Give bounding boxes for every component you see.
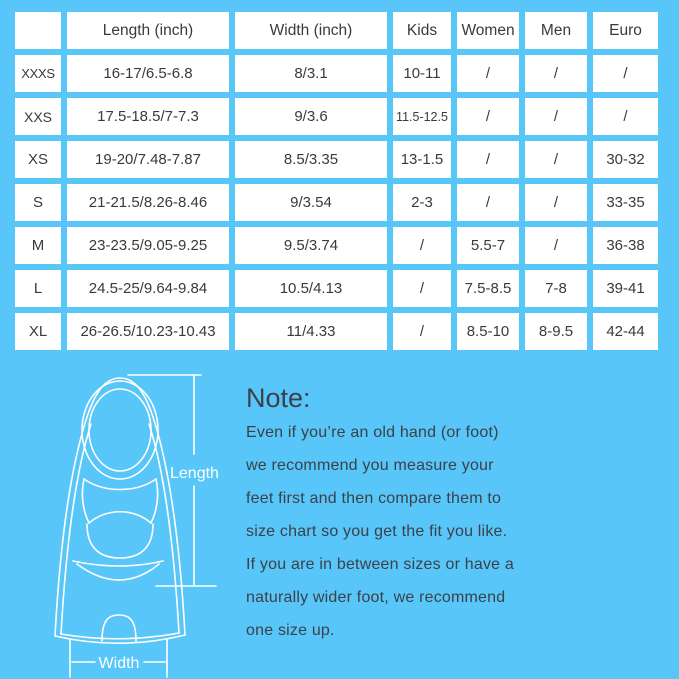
note-line: size chart so you get the fit you like. (246, 523, 508, 540)
pocket-mid-arc (89, 512, 151, 523)
size-label: S (15, 184, 61, 221)
pocket-left-curve (82, 479, 89, 523)
pocket-upper-arc (84, 479, 156, 490)
cell-kids: / (393, 313, 451, 350)
table-row (15, 184, 658, 221)
fin-inner-bottom (61, 633, 179, 639)
cell-euro: 42-44 (593, 313, 658, 350)
width-label: Width (98, 655, 140, 672)
size-label: XL (15, 313, 61, 350)
col-header-men: Men (525, 12, 587, 49)
size-label: XS (15, 141, 61, 178)
note-line: one size up. (246, 622, 335, 639)
size-chart-table (9, 6, 664, 356)
cell-women: / (457, 184, 519, 221)
cell-euro: 39-41 (593, 270, 658, 307)
col-header-euro: Euro (593, 12, 658, 49)
cell-men: / (525, 141, 587, 178)
fin-outline (55, 378, 185, 636)
toe-opening-outer (82, 381, 158, 479)
cell-kids: 11.5-12.5 (393, 98, 451, 135)
note-line: feet first and then compare them to (246, 490, 502, 507)
cell-men: 8-9.5 (525, 313, 587, 350)
note-line: naturally wider foot, we recommend (246, 589, 506, 606)
table-header-row (15, 12, 658, 49)
cell-width: 9/3.54 (235, 184, 387, 221)
cell-width: 9.5/3.74 (235, 227, 387, 264)
cell-length: 17.5-18.5/7-7.3 (67, 98, 229, 135)
cell-euro: 30-32 (593, 141, 658, 178)
cell-length: 26-26.5/10.23-10.43 (67, 313, 229, 350)
cell-men: / (525, 55, 587, 92)
cell-kids: / (393, 227, 451, 264)
cell-men: / (525, 227, 587, 264)
cell-men: 7-8 (525, 270, 587, 307)
table-row (15, 313, 658, 350)
note-line: Even if you’re an old hand (or foot) (246, 424, 499, 441)
size-label: XXS (15, 98, 61, 135)
cell-women: 5.5-7 (457, 227, 519, 264)
cell-length: 24.5-25/9.64-9.84 (67, 270, 229, 307)
cell-euro: / (593, 55, 658, 92)
note-section (246, 383, 671, 655)
size-label: M (15, 227, 61, 264)
cell-euro: 33-35 (593, 184, 658, 221)
cell-length: 16-17/6.5-6.8 (67, 55, 229, 92)
fin-diagram (8, 372, 238, 679)
cell-kids: 2-3 (393, 184, 451, 221)
cell-men: / (525, 184, 587, 221)
table-row (15, 227, 658, 264)
size-label: L (15, 270, 61, 307)
cell-women: / (457, 55, 519, 92)
heel-arch (102, 615, 136, 641)
cell-euro: 36-38 (593, 227, 658, 264)
col-header-width: Width (inch) (235, 12, 387, 49)
length-label: Length (170, 465, 219, 482)
pocket-lower-cup (87, 524, 153, 558)
cell-width: 9/3.6 (235, 98, 387, 135)
note-line: If you are in between sizes or have a (246, 556, 514, 573)
table-row (15, 270, 658, 307)
col-header-length: Length (inch) (67, 12, 229, 49)
cell-women: 7.5-8.5 (457, 270, 519, 307)
table-row (15, 55, 658, 92)
cell-women: / (457, 141, 519, 178)
cell-euro: / (593, 98, 658, 135)
table-row (15, 98, 658, 135)
cell-width: 8/3.1 (235, 55, 387, 92)
note-line: we recommend you measure your (246, 457, 494, 474)
heel-band (73, 561, 163, 566)
col-header-kids: Kids (393, 12, 451, 49)
cell-women: / (457, 98, 519, 135)
size-label: XXXS (15, 55, 61, 92)
table-row (15, 141, 658, 178)
col-header-blank (15, 12, 61, 49)
pocket-right-curve (151, 479, 158, 523)
note-title: Note: (246, 383, 311, 413)
col-header-women: Women (457, 12, 519, 49)
cell-kids: 13-1.5 (393, 141, 451, 178)
cell-kids: / (393, 270, 451, 307)
cell-kids: 10-11 (393, 55, 451, 92)
cell-length: 21-21.5/8.26-8.46 (67, 184, 229, 221)
cell-length: 23-23.5/9.05-9.25 (67, 227, 229, 264)
cell-length: 19-20/7.48-7.87 (67, 141, 229, 178)
cell-men: / (525, 98, 587, 135)
cell-women: 8.5-10 (457, 313, 519, 350)
toe-opening-inner (89, 389, 151, 471)
cell-width: 8.5/3.35 (235, 141, 387, 178)
cell-width: 10.5/4.13 (235, 270, 387, 307)
cell-width: 11/4.33 (235, 313, 387, 350)
